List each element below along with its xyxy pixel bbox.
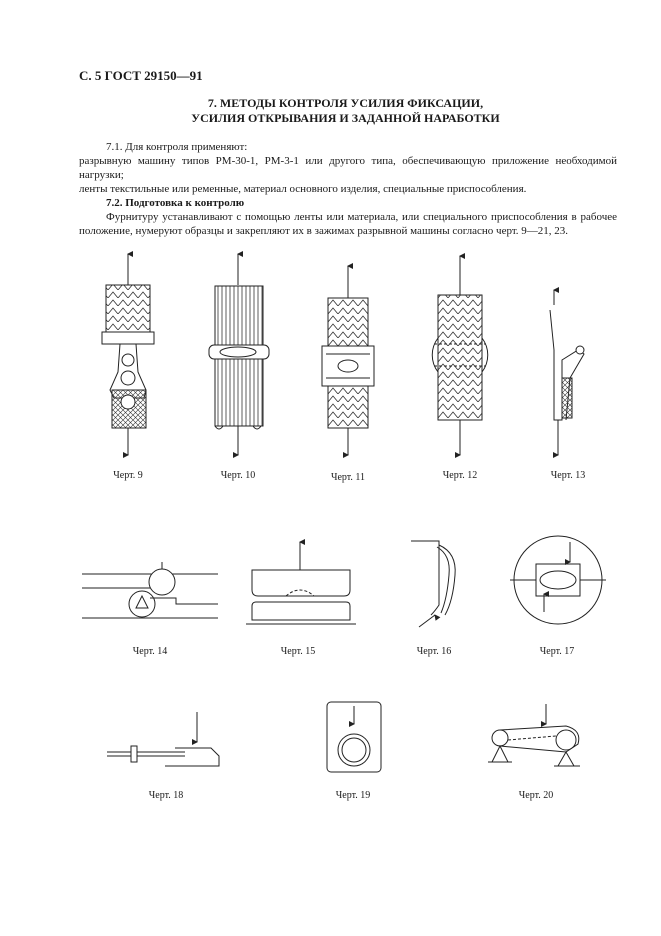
paragraph-7-1: 7.1. Для контроля применяют: [106, 141, 248, 153]
figure-15 [246, 540, 356, 630]
caption-figure-10: Черт. 10 [220, 470, 256, 481]
caption-figure-16: Черт. 16 [416, 646, 452, 657]
figure-14 [80, 540, 220, 630]
subheading-7-2: 7.2. Подготовка к контролю [106, 197, 245, 209]
page-header: С. 5 ГОСТ 29150—91 [79, 68, 203, 83]
caption-figure-12: Черт. 12 [442, 470, 478, 481]
caption-figure-14: Черт. 14 [132, 646, 168, 657]
paragraph-7-2: Фурнитуру устанавливают с помощью ленты или материала, или специального приспособления в рабочее положение, нумеруют образцы и закрепляют их в зажимах разрывной машины согласно черт. 9—21, 23. [79, 211, 617, 237]
section-title-line-2: УСИЛИЯ ОТКРЫВАНИЯ И ЗАДАННОЙ НАРАБОТКИ [191, 111, 500, 125]
figure-19 [323, 700, 385, 776]
caption-figure-11: Черт. 11 [330, 472, 366, 483]
figure-9 [98, 250, 158, 460]
body-text [79, 140, 617, 238]
caption-figure-19: Черт. 19 [335, 790, 371, 801]
figure-16 [405, 535, 465, 630]
caption-figure-15: Черт. 15 [280, 646, 316, 657]
section-title [0, 96, 661, 126]
caption-figure-17: Черт. 17 [539, 646, 575, 657]
figure-17 [510, 532, 606, 632]
caption-figure-20: Черт. 20 [518, 790, 554, 801]
caption-figure-9: Черт. 9 [113, 470, 143, 481]
paragraph-7-1-b: ленты текстильные или ременные, материал основного изделия, специальные приспособления. [79, 183, 527, 195]
paragraph-7-1-a: разрывную машину типов РМ-30-1, РМ-3-1 или другого типа, обеспечивающую приложение необходимой нагрузки; [79, 155, 617, 181]
section-title-line-1: 7. МЕТОДЫ КОНТРОЛЯ УСИЛИЯ ФИКСАЦИИ, [207, 96, 484, 110]
caption-figure-13: Черт. 13 [550, 470, 586, 481]
figure-10 [205, 250, 271, 460]
figure-12 [428, 250, 492, 460]
figure-20 [484, 700, 590, 776]
caption-figure-18: Черт. 18 [148, 790, 184, 801]
figure-13 [540, 250, 590, 460]
figure-18 [105, 708, 225, 770]
figure-11 [318, 250, 378, 460]
